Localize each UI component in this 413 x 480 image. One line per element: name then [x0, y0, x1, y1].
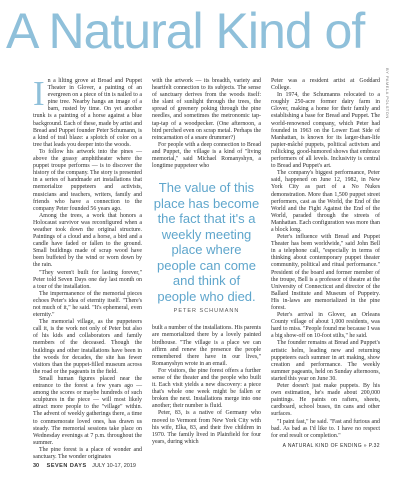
headline: A Natural Kind of	[6, 3, 365, 59]
paragraph: Peter was a resident artist at Goddard College.	[271, 78, 380, 92]
paragraph: Peter's influence with Bread and Puppet Theater has been worldwide," said John Bell in a telephone call, "especially in terms of thinking about contemporary puppet theater community, political and ritual performance." President of the board and former member of the troupe, Bell is a professor of theatre at the University of Connecticut and director of the Ballard Institute and Museum of Puppetry. His in-laws are memorialized in the pine forest.	[271, 234, 380, 311]
paragraph: n a lilting grove at Broad and Puppet Theater in Glover, a painting of an evergreen on a piece of tin is nailed to a pine tree. Nearby hangs an image of a barn, rusted by time. On yet another trunk is a painting of a horse against a blue background. Each of these, made by artist and Bread and Puppet founder Peter Schumann, is a kind of trail blaze: a splotch of color on a tree that leads you deeper into the woods.	[33, 78, 142, 148]
paragraph: For visitors, the pine forest offers a further sense of the theater and the people who built it. Each visit yields a new discovery: a piece that's whole one week might be fallen or broken the next. Installations merge into one another; their number is fluid.	[152, 367, 261, 410]
paragraph: The company's biggest performance, Peter said, happened on June 12, 1982, in New York City as part of a No Nukes demonstration. More than 1,500 puppet street performers, cast as the World, the End of the World and the Fight Against the End of the World, paraded through the streets of Manhattan. Each configuration was more than a block long.	[271, 170, 380, 233]
pull-quote-attribution: PETER SCHUMANN	[173, 308, 240, 315]
paragraph: Among the trees, a work that honors a Holocaust survivor was reconfigured when a weather took down the original structure. Paintings of a cloud and a horse, a bird and a candle have faded or fallen to the ground. Small buildings made of scrap wood have been buffeted by the wind or worn down by the rain.	[33, 212, 142, 269]
magazine-name: SEVEN DAYS	[46, 463, 87, 469]
article-column-3	[271, 78, 380, 450]
photo-credit: BY PAMELA POLSTON	[385, 68, 390, 119]
article-column-1	[33, 74, 142, 460]
paragraph: "They weren't built for lasting forever," Peter told Seven Days one day last month on a tour of the installation.	[33, 269, 142, 290]
page-footer	[33, 463, 136, 469]
pull-quote-text: The value of this place has become the fact that it's a weekly meeting place where people can come and think of people who died.	[153, 180, 260, 304]
paragraph: Peter's arrival in Glover, an Orleans County village of about 1,000 residents, was hard to miss. "People found me because I was a big show-off on 10-foot stilts," he said.	[271, 312, 380, 340]
paragraph: The founder remains at Bread and Puppet's artistic helm, leading new and returning puppeteers each summer in art making, show creation and performance. The weekly summer pageants, held on Sunday afternoons, started this year on June 30.	[271, 340, 380, 382]
paragraph: The pine forest is a place of wonder and sanctuary. The wonder originates	[33, 446, 142, 460]
paragraph: Small human figures placed near the entrance to the forest a few years ago — among the scores or maybe hundreds of such sculptures in the piece — will most likely attract more people to the "village" within. The advent of weekly gatherings there, a time to commemorate loved ones, has drawn us steady. The memorial sessions take place on Wednesday evenings at 7 p.m. throughout the summer.	[33, 375, 142, 446]
paragraph: Peter doesn't just make puppets. By his own estimation, he's made about 200,000 paintings. He paints on rafters, sheets, cardboard, school buses, tin cans and other surfaces.	[271, 383, 380, 418]
issue-date: JULY 10-17, 2019	[92, 463, 136, 469]
page-number: 30	[33, 463, 40, 469]
continued-link[interactable]: A NATURAL KIND OF ENDING » P.32	[282, 442, 380, 449]
paragraph: In 1974, the Schumanns relocated to a roughly 250-acre former dairy farm in Glover, making a home for their family and establishing a base for Bread and Puppet. The world-renowned company, which Peter had founded in 1963 on the Lower East Side of Manhattan, is known for its larger-than-life papier-mâché puppets, political activism and rollicking, good-humored shows that embrace performers of all levels. Inclusivity is central to Bread and Puppet's art.	[271, 92, 380, 170]
paragraph: built a number of the installations. His parents are memorialized there by a lovely painted birdhouse. "The village is a place we can affirm and renew the presence the people remembered there have in our lives," Romanyshyn wrote in an email.	[152, 325, 261, 367]
paragraph: For people with a deep connection to Bread and Puppet, the village is a kind of "living memorial," said Michael Romanyshyn, a longtime puppeteer who	[152, 141, 261, 170]
pull-quote	[152, 180, 261, 315]
article-column-2	[152, 78, 261, 450]
paragraph: "I paint fast," he said. "Fast and furious and bad. As bad as I'd like to. I have no respect for end result or completion."	[271, 418, 380, 439]
paragraph: with the artwork — its breadth, variety and heartfelt connection to its subjects. The sense of sanctuary derives from the woods itself: the slant of sunlight through the trees, the spread of greenery poking through the pine needles, and sometimes the metronomic tap-tap-tap of a woodpecker. (One afternoon, a bird perched even on scrap metal. Perhaps the reincarnation of a snare drummer?)	[152, 78, 261, 141]
paragraph: The memorial village, as the puppeteers call it, is the work not only of Peter but also of his kids and collaborators and family members of the deceased. Though the buildings and other installations have been in the woods for decades, the site has fewer visitors than the puppet-filled museum across the road or the pageants in the field.	[33, 319, 142, 375]
paragraph: To follow his artwork into the pines — above the grassy amphitheater where the puppet troupe performs — is to discover the history of the company. The story is presented in a series of handmade art installations that memorialize puppeteers and activists, musicians and teachers, writers, family and friends who have a connection to the company Peter founded 56 years ago.	[33, 148, 142, 212]
paragraph: The impermanence of the memorial pieces echoes Peter's idea of eternity itself. "There's not much of it," he said. "It's ephemeral, even eternity."	[33, 290, 142, 319]
paragraph: Peter, 83, is a native of Germany who moved to Vermont from New York City with his wife, Elka, 83, and their five children in 1970. The family lived in Plainfield for four years, during which	[152, 410, 261, 445]
drop-cap: I	[33, 74, 45, 113]
